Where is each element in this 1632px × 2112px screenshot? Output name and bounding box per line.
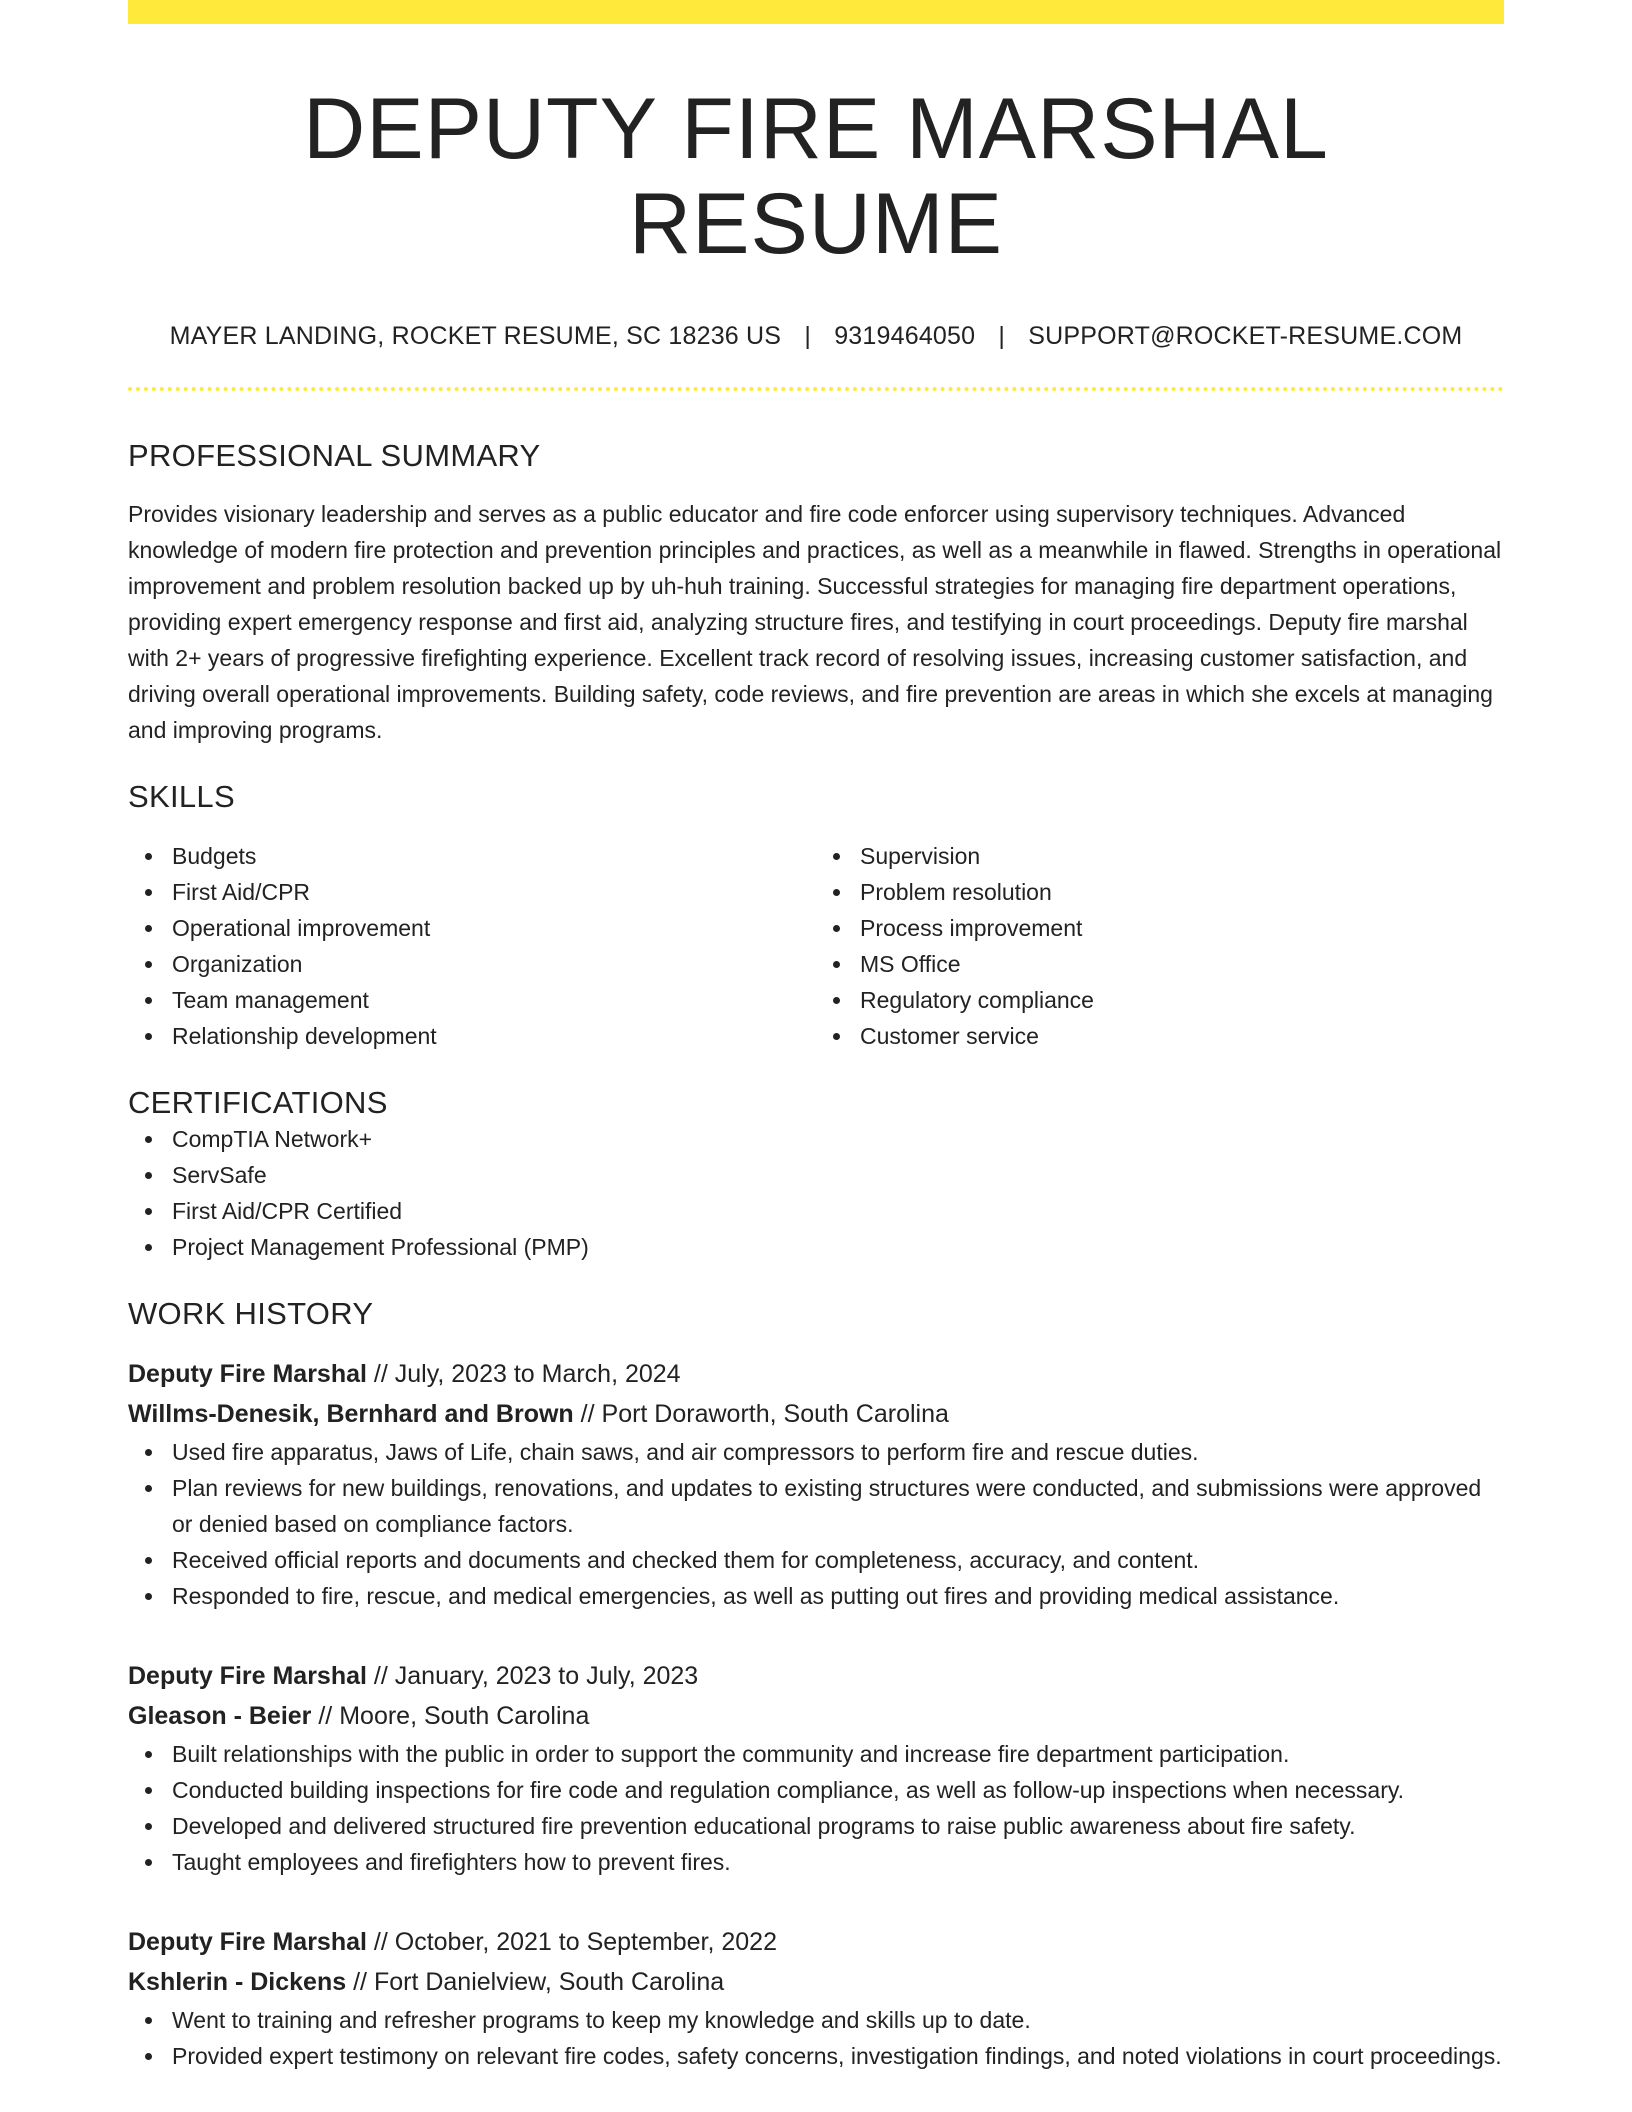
contact-phone: 9319464050 <box>834 322 976 351</box>
job-dates: January, 2023 to July, 2023 <box>394 1661 699 1690</box>
job-duty: Used fire apparatus, Jaws of Life, chain saws, and air compressors to perform fire and rescue duties. <box>128 1434 1504 1470</box>
job-role: Deputy Fire Marshal <box>128 1927 367 1956</box>
job-duties <box>128 2002 1504 2074</box>
job-duty: Built relationships with the public in order to support the community and increase fire department participation. <box>128 1736 1504 1772</box>
job-entry <box>128 1656 1504 1880</box>
contact-separator: | <box>998 322 1006 351</box>
job-location: Moore, South Carolina <box>339 1701 590 1730</box>
certification-item: First Aid/CPR Certified <box>128 1193 1504 1229</box>
skill-item: Budgets <box>128 838 816 874</box>
skill-item: Relationship development <box>128 1018 816 1054</box>
job-duty: Responded to fire, rescue, and medical emergencies, as well as putting out fires and providing medical assistance. <box>128 1578 1504 1614</box>
contact-email: SUPPORT@ROCKET-RESUME.COM <box>1028 322 1463 351</box>
job-title-line <box>128 1354 1504 1394</box>
job-delimiter: // <box>318 1701 333 1730</box>
job-duty: Developed and delivered structured fire prevention educational programs to raise public awareness about fire safety. <box>128 1808 1504 1844</box>
certification-item: ServSafe <box>128 1157 1504 1193</box>
certifications-list <box>128 1121 1504 1265</box>
job-duty: Received official reports and documents and checked them for completeness, accuracy, and content. <box>128 1542 1504 1578</box>
job-location: Port Doraworth, South Carolina <box>601 1399 949 1428</box>
job-delimiter: // <box>353 1967 367 1996</box>
skill-item: Process improvement <box>816 910 1504 946</box>
job-title-line <box>128 1922 1504 1962</box>
job-entry <box>128 1354 1504 1614</box>
job-company-line <box>128 1696 1504 1736</box>
work-history-heading: WORK HISTORY <box>128 1295 374 1331</box>
job-delimiter: // <box>373 1927 388 1956</box>
skill-item: Problem resolution <box>816 874 1504 910</box>
job-delimiter: // <box>373 1661 388 1690</box>
job-location: Fort Danielview, South Carolina <box>373 1967 725 1996</box>
job-duty: Provided expert testimony on relevant fire codes, safety concerns, investigation findings, and noted violations in court proceedings. <box>128 2038 1504 2074</box>
job-title-line <box>128 1656 1504 1696</box>
skills-columns <box>128 838 1504 1054</box>
job-duties <box>128 1736 1504 1880</box>
skill-item: First Aid/CPR <box>128 874 816 910</box>
skills-heading: SKILLS <box>128 779 235 815</box>
dotted-divider <box>128 387 1504 391</box>
job-duty: Conducted building inspections for fire code and regulation compliance, as well as follow-up inspections when necessary. <box>128 1772 1504 1808</box>
job-duty: Taught employees and firefighters how to prevent fires. <box>128 1844 1504 1880</box>
skills-list-right <box>816 838 1504 1054</box>
job-company: Gleason - Beier <box>128 1701 312 1730</box>
job-duties <box>128 1434 1504 1614</box>
skill-item: Customer service <box>816 1018 1504 1054</box>
job-company-line <box>128 1962 1504 2002</box>
resume-page <box>128 0 1504 2074</box>
job-duty: Went to training and refresher programs to keep my knowledge and skills up to date. <box>128 2002 1504 2038</box>
job-role: Deputy Fire Marshal <box>128 1359 367 1388</box>
job-role: Deputy Fire Marshal <box>128 1661 367 1690</box>
job-entry <box>128 1922 1504 2074</box>
skill-item: Team management <box>128 982 816 1018</box>
job-delimiter: // <box>373 1359 388 1388</box>
resume-title: DEPUTY FIRE MARSHAL RESUME <box>303 81 1329 272</box>
skill-item: Supervision <box>816 838 1504 874</box>
contact-line <box>128 321 1504 351</box>
summary-text: Provides visionary leadership and serves as a public educator and fire code enforcer using supervisory techniques. Advanced knowledge of modern fire protection and prevention principles and practices, as well as a meanwhile in flawed. Strengths in operational improvement and problem resolution backed up by uh-huh training. Successful strategies for managing fire department operations, providing expert emergency response and first aid, analyzing structure fires, and testifying in court proceedings. Deputy fire marshal with 2+ years of progressive firefighting experience. Excellent track record of resolving issues, increasing customer satisfaction, and driving overall operational improvements. Building safety, code reviews, and fire prevention are areas in which she excels at managing and improving programs. <box>128 501 1502 744</box>
skills-list-left <box>128 838 816 1054</box>
job-duty: Plan reviews for new buildings, renovations, and updates to existing structures were conducted, and submissions were approved or denied based on compliance factors. <box>128 1470 1504 1542</box>
skill-item: Regulatory compliance <box>816 982 1504 1018</box>
job-delimiter: // <box>580 1399 595 1428</box>
job-dates: July, 2023 to March, 2024 <box>394 1359 681 1388</box>
contact-separator: | <box>804 322 812 351</box>
job-company: Kshlerin - Dickens <box>128 1967 347 1996</box>
certification-item: Project Management Professional (PMP) <box>128 1229 1504 1265</box>
skill-item: Organization <box>128 946 816 982</box>
job-company: Willms-Denesik, Bernhard and Brown <box>128 1399 574 1428</box>
job-dates: October, 2021 to September, 2022 <box>394 1927 777 1956</box>
contact-address: MAYER LANDING, ROCKET RESUME, SC 18236 US <box>169 322 782 351</box>
skill-item: MS Office <box>816 946 1504 982</box>
skill-item: Operational improvement <box>128 910 816 946</box>
summary-heading: PROFESSIONAL SUMMARY <box>128 438 541 474</box>
certification-item: CompTIA Network+ <box>128 1121 1504 1157</box>
job-company-line <box>128 1394 1504 1434</box>
certifications-heading: CERTIFICATIONS <box>128 1084 388 1120</box>
accent-bar <box>128 0 1504 24</box>
